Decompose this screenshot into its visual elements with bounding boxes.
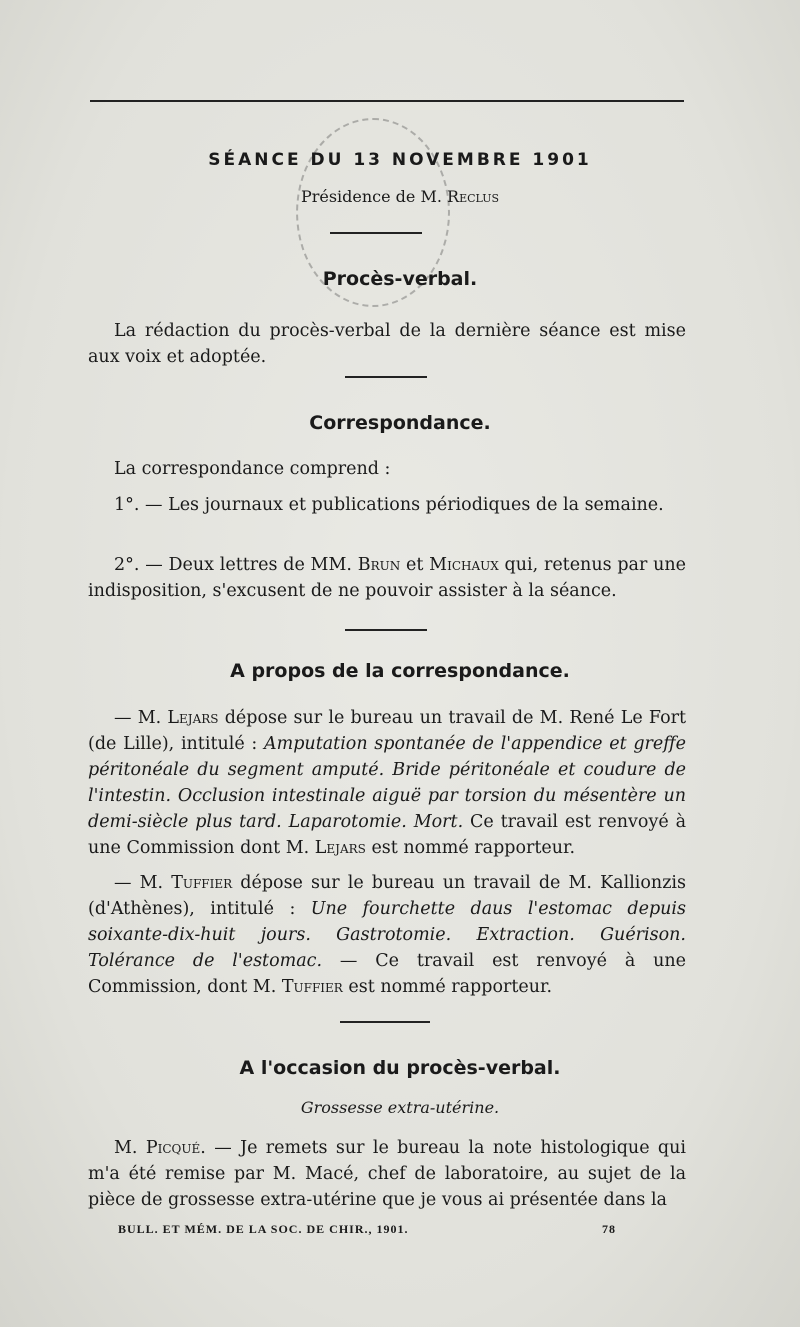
a-propos-heading: A propos de la correspondance. [230,660,570,682]
correspondance-intro: La correspondance comprend : [114,459,391,479]
item2-text-c: qui, retenus par une indisposition, s'excusent de ne pouvoir assister à la séance. [88,555,687,601]
presidence-line [0,187,800,206]
p1-text-a: — M. [114,708,168,728]
name-tuffier: Tuffier [171,873,233,893]
p2-text-b: dépose sur le bureau un travail de M. Kallionzis (d'Athènes), intitulé : [88,873,687,919]
short-rule-3 [345,629,427,631]
correspondance-item-2 [88,552,686,604]
top-rule [90,100,684,102]
occasion-paragraph [88,1135,686,1213]
page-number: 78 [602,1222,616,1236]
a-propos-paragraph-1 [88,705,686,861]
p2-work-title: Une fourchette daus l'estomac depuis soixante-dix-huit jours. Gastrotomie. Extraction. Guérison. Tolérance de l'estomac. [88,899,686,971]
occasion-text-b: . — Je remets sur le bureau la note histologique qui m'a été remise par M. Macé, chef de laboratoire, au sujet de la pièce de grossesse extra-utérine que je vous ai présentée dans la [88,1138,686,1210]
p1-text-b: dépose sur le bureau un travail de M. René Le Fort (de Lille), intitulé : [88,708,687,754]
p2-text-a: — M. [114,873,172,893]
presidence-prefix: Présidence de M. [300,187,442,206]
name-lejars-2: Lejars [314,838,366,858]
name-tuffier-2: Tuffier [281,977,343,997]
p2-text-c: — Ce travail est renvoyé à une Commission, dont M. [88,951,687,997]
short-rule-4 [340,1021,430,1023]
occasion-subheading: Grossesse extra-utérine. [300,1098,500,1117]
a-propos-paragraph-2 [88,870,686,1000]
name-brun: Brun [357,555,401,575]
p1-text-d: est nommé rapporteur. [365,838,576,858]
short-rule-1 [330,232,422,234]
name-lejars: Lejars [167,708,219,728]
occasion-heading: A l'occasion du procès-verbal. [239,1057,561,1079]
seance-title: SÉANCE DU 13 NOVEMBRE 1901 [208,150,592,170]
name-picque: Picqué [145,1138,201,1158]
item2-text-b: et [400,555,430,575]
president-name: Reclus [447,187,500,206]
short-rule-2 [345,376,427,378]
footer-bulletin: BULL. ET MÉM. DE LA SOC. DE CHIR., 1901. [118,1222,409,1236]
p1-work-title: Amputation spontanée de l'appendice et greffe péritonéale du segment amputé. Bride péritonéale et coudure de l'intestin. Occlusion intestinale aiguë par torsion du mésentère un demi-siècle plus tard. Laparotomie. Mort. [88,734,686,832]
name-michaux: Michaux [429,555,499,575]
occasion-text-a: M. [114,1138,146,1158]
item2-text-a: 2°. — Deux lettres de MM. [114,555,358,575]
p2-text-d: est nommé rapporteur. [342,977,553,997]
proces-verbal-text: La rédaction du procès-verbal de la dernière séance est mise aux voix et adoptée. [88,321,686,367]
correspondance-item-1: 1°. — Les journaux et publications périodiques de la semaine. [114,495,664,515]
p1-text-c: Ce travail est renvoyé à une Commission dont M. [88,812,686,858]
proces-verbal-heading: Procès-verbal. [322,268,478,290]
correspondance-heading: Correspondance. [309,412,491,434]
